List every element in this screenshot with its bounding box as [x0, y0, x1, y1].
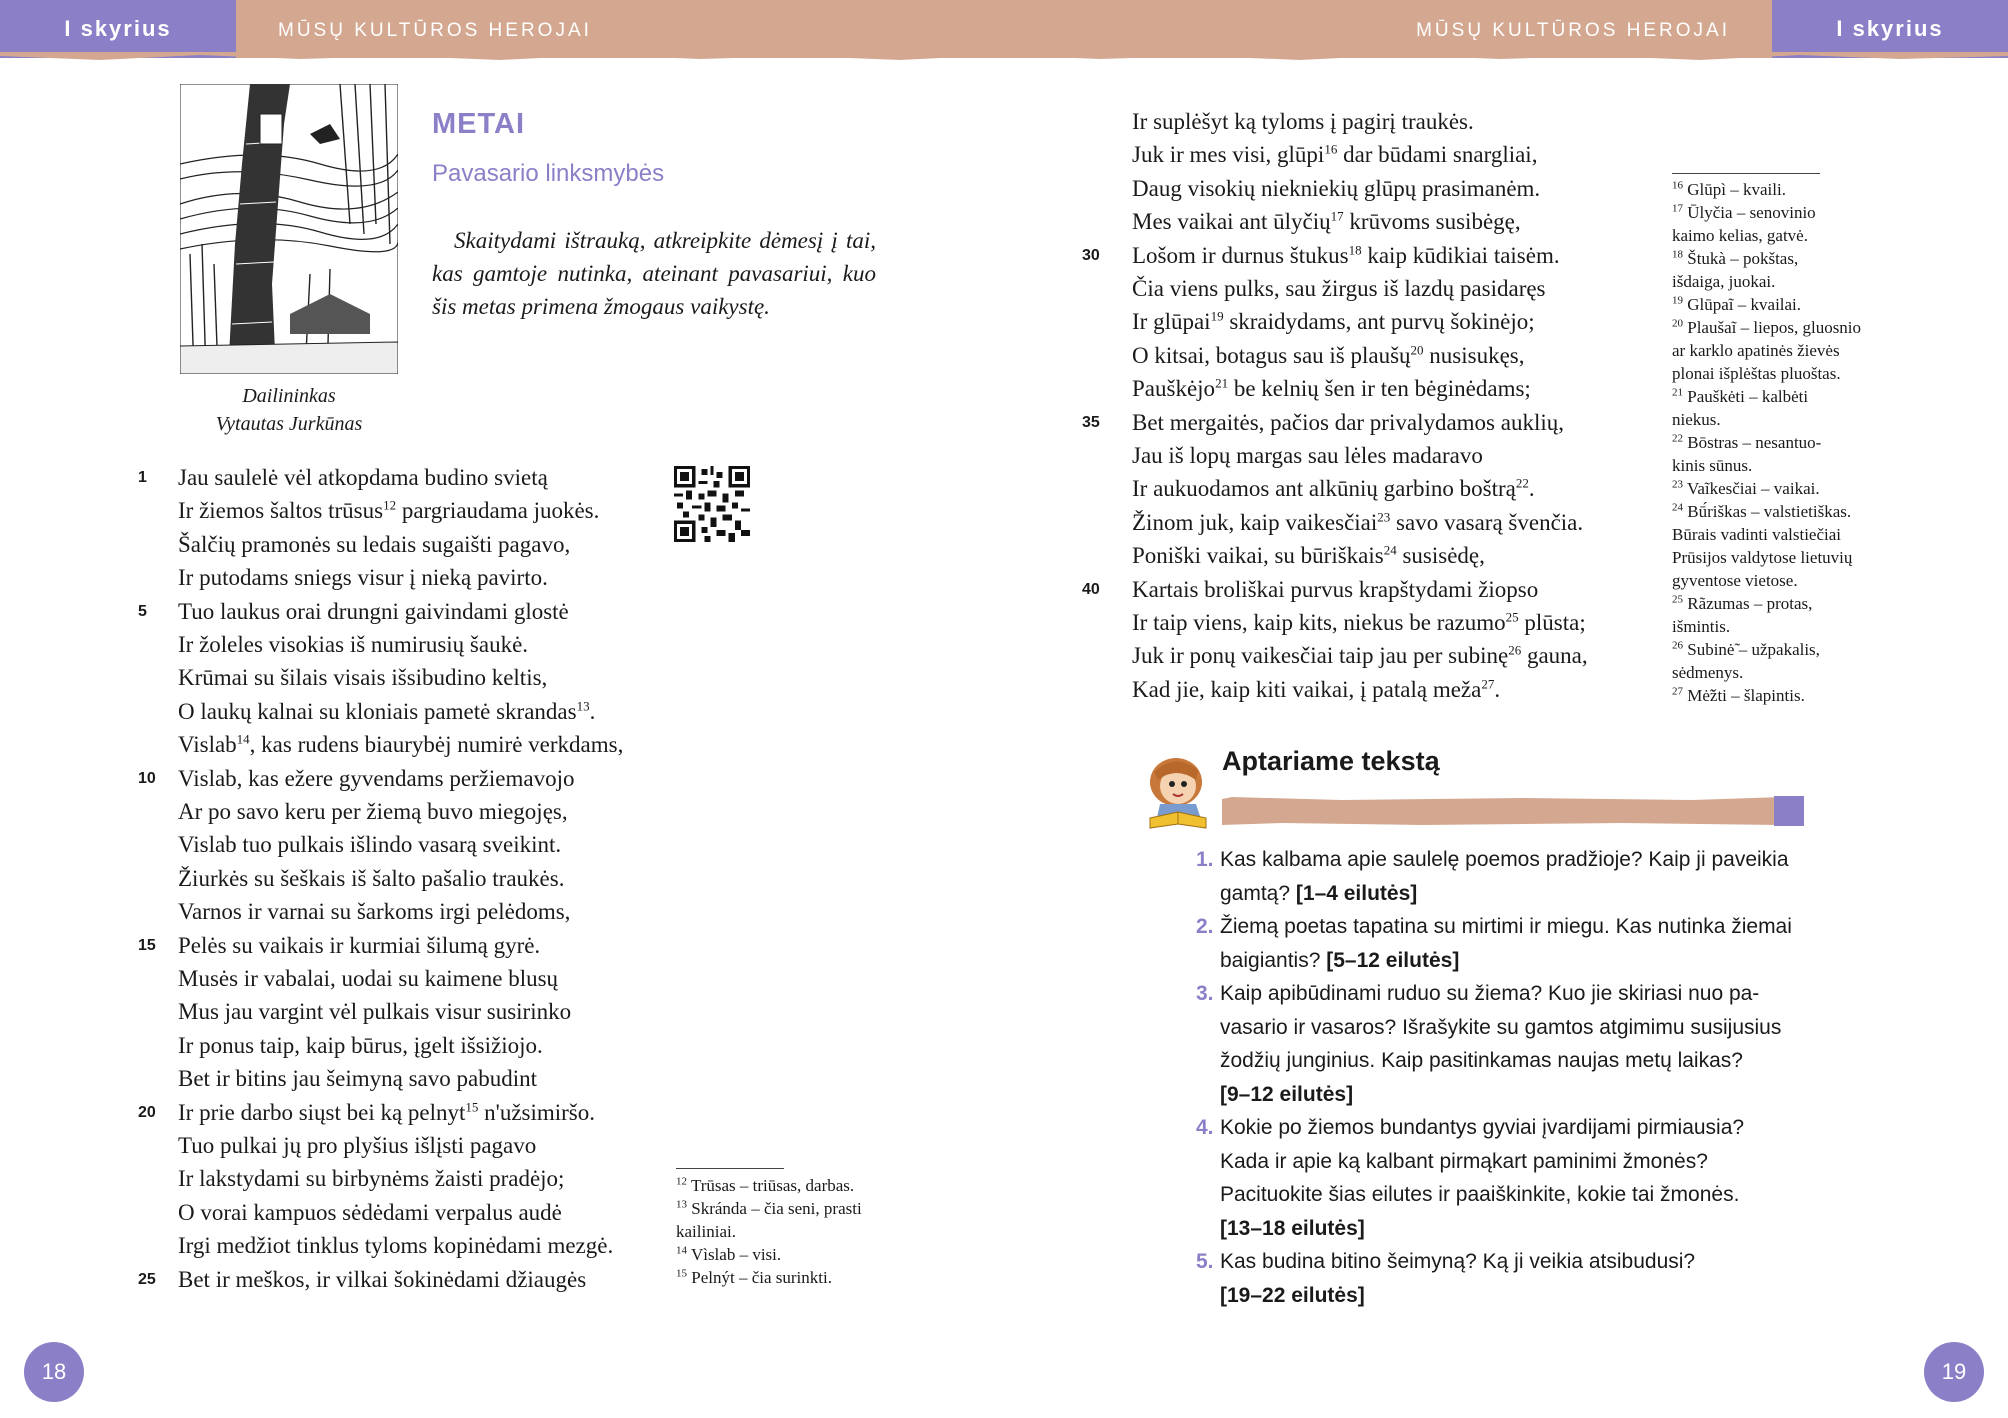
poem-line: Vislab, kas ežere gyvendams peržiemavojo [178, 765, 575, 791]
line-reference: [19–22 eilutės] [1220, 1283, 1365, 1307]
line-reference: [13–18 eilutės] [1220, 1216, 1365, 1240]
question-line: Kas budina bitino šeimyną? Ką ji veikia atsibudusi? [1220, 1250, 1696, 1273]
poem-line: Juk ir mes visi, glūpi$^{16}$ dar būdami snargliai, [1132, 141, 1538, 168]
footnote-line: Prūsijos valdytose lietuvių [1672, 548, 1853, 567]
poem-line: Lošom ir durnus štukus$^{18}$ kaip kūdikiai taisėm. [1132, 241, 1560, 268]
footnote-line: $^{14}$ Vìslab – visi. [676, 1244, 782, 1264]
question-line [1220, 1212, 1820, 1246]
footnote-line: $^{17}$ Ūlyčia – senovinio [1672, 202, 1816, 222]
poem-line: Ir žoleles visokias iš numirusių šaukė. [178, 632, 529, 657]
footnote-ref: 27 [1481, 676, 1495, 692]
question-number: 1. [1196, 848, 1214, 871]
footnote-line: išdaiga, juokai. [1672, 272, 1776, 291]
poem-subtitle: Pavasario linksmybės [432, 160, 665, 187]
reading-girl-icon [1140, 752, 1216, 832]
footnote-ref: 18 [1348, 241, 1362, 257]
line-number: 30 [1082, 246, 1100, 264]
footnote-rule [676, 1168, 784, 1169]
question-line: žodžių junginius. Kaip pasitinkamas naujas metų laikas? [1220, 1049, 1743, 1072]
question-line: Kaip apibūdinami ruduo su žiema? Kuo jie skiriasi nuo pa- [1220, 982, 1760, 1005]
question-line: Kas kalbama apie saulelę poemos pradžioje? Kaip ji paveikia [1220, 848, 1789, 871]
footnote-line: $^{16}$ Glūpì – kvaili. [1672, 179, 1786, 199]
poem-line: Poniški vaikai, su būriškais$^{24}$ susisėdę, [1132, 542, 1485, 569]
caption-line: Dailininkas [242, 385, 336, 407]
footnote-number: 24 [1672, 501, 1683, 514]
footnote-number: 12 [676, 1175, 687, 1188]
footnote-ref: 22 [1515, 475, 1529, 491]
line-number: 5 [138, 602, 147, 620]
poem-line: Jau iš lopų margas sau lėles madaravo [1132, 443, 1483, 468]
footnote-rule [1672, 173, 1820, 174]
question-item [1180, 1245, 1820, 1312]
poem-line: Mus jau vargint vėl pulkais visur susirinko [178, 999, 572, 1025]
page-header [0, 0, 2008, 58]
footnote-line: $^{27}$ Mė̃žti – šlapintis. [1672, 685, 1805, 705]
footnote-number: 21 [1672, 386, 1683, 399]
footnotes-left [676, 1174, 862, 1289]
torn-paper-edge [0, 52, 2008, 62]
line-number: 15 [138, 936, 156, 954]
footnote-ref: 17 [1330, 208, 1344, 224]
question-line: Pacituokite šias eilutes ir paaiškinkite, kokie tai žmonės. [1220, 1183, 1740, 1206]
poem-line: Čia viens pulks, sau žirgus iš lazdų pasidaręs [1132, 276, 1546, 301]
question-number: 5. [1196, 1250, 1214, 1273]
question-line [1220, 1078, 1820, 1112]
footnote-line: išmintis. [1672, 617, 1731, 636]
poem-line: Ir glūpai$^{19}$ skraidydams, ant purvų šokinėjo; [1132, 308, 1535, 335]
poem-line: Pauškėjo$^{21}$ be kelnių šen ir ten bėginėdams; [1132, 375, 1531, 402]
poem-line: Musės ir vabalai, uodai su kaimene blusų [178, 966, 559, 991]
footnotes-right [1672, 178, 1861, 707]
footnote-line: Būrais vadinti valstiečiai [1672, 525, 1842, 544]
footnote-line: plonai išplėštas pluoštas. [1672, 364, 1841, 383]
footnote-ref: 25 [1505, 609, 1519, 625]
footnote-ref: 13 [576, 698, 590, 714]
footnote-line: kaimo kelias, gatvė. [1672, 226, 1808, 245]
footnote-number: 16 [1672, 179, 1683, 192]
question-item [1180, 910, 1820, 977]
section-title-left: MŪSŲ KULTŪROS HEROJAI [278, 20, 592, 41]
footnote-number: 15 [676, 1267, 687, 1280]
question-line: Kokie po žiemos bundantys gyviai įvardijami pirmiausia? [1220, 1116, 1745, 1139]
line-reference: [5–12 eilutės] [1326, 948, 1460, 972]
line-number: 1 [138, 469, 147, 486]
poem-line: Kad jie, kaip kiti vaikai, į patalą meža$^{27}$. [1132, 676, 1501, 702]
poem-line: Varnos ir varnai su šarkoms irgi pelėdoms, [178, 899, 571, 925]
footnote-line: $^{21}$ Pauškėti – kalbėti [1672, 386, 1809, 406]
chapter-tab-left: I skyrius [0, 0, 236, 58]
poem-line: Žinom juk, kaip vaikesčiai$^{23}$ savo vasarą švenčia. [1132, 509, 1584, 535]
poem-line: Ir žiemos šaltos trūsus$^{12}$ pargriaudama juokės. [178, 497, 600, 524]
footnote-ref: 26 [1508, 642, 1522, 658]
poem-line: O vorai kampuos sėdėdami verpalus audė [178, 1199, 562, 1225]
footnote-ref: 19 [1210, 308, 1224, 324]
question-line: Kada ir apie ką kalbant pirmąkart paminimi žmonės? [1220, 1149, 1708, 1173]
question-item [1180, 977, 1820, 1111]
footnote-line: $^{20}$ Plaušaĩ – liepos, gluosnio [1672, 317, 1862, 337]
discussion-questions [1180, 843, 1820, 1312]
line-reference: [1–4 eilutės] [1295, 881, 1418, 905]
footnote-line: $^{22}$ Bōstras – nesantuo- [1672, 432, 1822, 452]
poem-line: Irgi medžiot tinklus tyloms kopinėdami mezgė. [178, 1233, 614, 1259]
question-line: gamtą? [1–4 eilutės] [1220, 881, 1418, 905]
footnote-ref: 16 [1324, 141, 1338, 157]
footnote-line: kinis sūnus. [1672, 456, 1753, 475]
line-reference: [9–12 eilutės] [1220, 1082, 1354, 1106]
poem-line: Šalčių pramonės su ledais sugaišti pagavo, [178, 531, 571, 557]
poem-intro: Skaitydami ištrauką, atkreipkite dėmesį į tai, kas gamtoje nutinka, ateinant pavasariui, kuo šis metas primena žmogaus vaikystę. [432, 228, 876, 319]
question-number: 3. [1196, 982, 1214, 1005]
footnote-ref: 12 [383, 497, 397, 513]
page-number-left: 18 [24, 1342, 84, 1402]
footnote-line: $^{24}$ Bū́riškas – valstietiškas. [1672, 501, 1852, 521]
footnote-ref: 14 [236, 731, 250, 747]
question-line: vasario ir vasaros? Išrašykite su gamtos atgimimu susijusius [1220, 1015, 1782, 1039]
footnote-ref: 23 [1377, 509, 1391, 525]
footnote-line: $^{15}$ Pelnýt – čia surinkti. [676, 1267, 832, 1287]
footnote-line: kailiniai. [676, 1222, 736, 1241]
poem-line: Vislab$^{14}$, kas rudens biaurybėj numirė verkdams, [178, 731, 624, 758]
page-number-right: 19 [1924, 1342, 1984, 1402]
caption-line: Vytautas Jurkūnas [215, 413, 363, 435]
footnote-line: niekus. [1672, 410, 1721, 429]
footnote-ref: 15 [465, 1098, 479, 1114]
question-number: 2. [1196, 915, 1214, 938]
poem-line: Pelės su vaikais ir kurmiai šilumą gyrė. [178, 932, 541, 958]
poem-line: O laukų kalnai su kloniais pametė skrandas$^{13}$. [178, 698, 596, 724]
poem-line: O kitsai, botagus sau iš plaušų$^{20}$ nusisukęs, [1132, 342, 1525, 368]
footnote-number: 25 [1672, 593, 1683, 606]
footnote-line: $^{26}$ Subinė̃ – užpakalis, [1672, 639, 1820, 659]
footnote-line: gyventose vietose. [1672, 571, 1798, 590]
qr-code-icon[interactable] [674, 466, 750, 542]
poem-line: Ir putodams sniegs visur į nieką pavirto. [178, 565, 548, 591]
poem-line: Tuo laukus orai drungni gaivindami glostė [178, 598, 569, 624]
footnote-number: 22 [1672, 432, 1683, 445]
footnote-number: 17 [1672, 202, 1683, 215]
poem-line: Bet ir meškos, ir vilkai šokinėdami džiaugės [178, 1266, 587, 1292]
question-item [1180, 843, 1820, 910]
poem-line: Žiurkės su šeškais iš šalto pašalio traukės. [178, 865, 565, 891]
footnote-line: $^{25}$ Rãzumas – protas, [1672, 593, 1813, 613]
poem-line: Ir aukuodamos ant alkūnių garbino boštrą$^{22}$. [1132, 475, 1535, 502]
question-line [1220, 1279, 1820, 1313]
poem-title: METAI [432, 108, 526, 140]
question-line: Žiemą poetas tapatina su mirtimi ir miegu. Kas nutinka žiemai [1220, 915, 1792, 938]
footnote-ref: 21 [1215, 375, 1229, 391]
footnote-number: 26 [1672, 639, 1683, 652]
chapter-tab-right: I skyrius [1772, 0, 2008, 58]
footnote-number: 18 [1672, 248, 1683, 261]
footnote-line: $^{18}$ Štukà – pokštas, [1672, 248, 1799, 268]
poem-line: Ir taip viens, kaip kits, niekus be razumo$^{25}$ plūsta; [1132, 609, 1586, 635]
poem-line: Ir suplėšyt ką tyloms į pagirį traukės. [1132, 109, 1474, 134]
footnote-number: 19 [1672, 294, 1683, 307]
line-number: 20 [138, 1103, 156, 1121]
poem-line: Juk ir ponų vaikesčiai taip jau per subinę$^{26}$ gauna, [1132, 642, 1588, 669]
question-item [1180, 1111, 1820, 1245]
footnote-line: sėdmenys. [1672, 663, 1744, 682]
discussion-title: Aptariame tekstą [1222, 746, 1440, 776]
poem-line: Daug visokių niekniekių glūpų prasimanėm. [1132, 175, 1541, 201]
question-number: 4. [1196, 1116, 1214, 1139]
footnote-line: $^{13}$ Skránda – čia seni, prasti [676, 1198, 862, 1218]
poem-line: Kartais broliškai purvus krapštydami žiopso [1132, 576, 1539, 602]
poem-line: Vislab tuo pulkais išlindo vasarą sveikint. [178, 832, 562, 858]
footnote-number: 13 [676, 1198, 687, 1211]
poem-line: Tuo pulkai jų pro plyšius išlįsti pagavo [178, 1133, 537, 1158]
footnote-number: 14 [676, 1244, 687, 1257]
line-number: 35 [1082, 413, 1100, 431]
poem-line: Bet mergaitės, pačios dar privalydamos auklių, [1132, 409, 1564, 435]
footnote-number: 23 [1672, 478, 1683, 491]
poem-line: Krūmai su šilais visais išsibudino keltis, [178, 665, 548, 691]
footnote-line: $^{12}$ Trūsas – triūsas, darbas. [676, 1175, 855, 1195]
poem-line: Ir lakstydami su birbynėms žaisti pradėjo; [178, 1166, 565, 1192]
poem-line: Jau saulelė vėl atkopdama budino svietą [178, 465, 548, 490]
woodcut-illustration [180, 84, 398, 374]
poem-line: Mes vaikai ant ūlyčių$^{17}$ krūvoms susibėgę, [1132, 208, 1521, 235]
footnote-line: $^{23}$ Vaĩkesčiai – vaikai. [1672, 478, 1820, 498]
footnote-number: 27 [1672, 685, 1683, 698]
footnote-ref: 20 [1410, 342, 1424, 358]
line-number: 40 [1082, 580, 1100, 598]
footnote-line: ar karklo apatinės žievės [1672, 341, 1840, 360]
footnote-ref: 24 [1383, 542, 1397, 558]
footnote-line: $^{19}$ Glūpaĩ – kvailai. [1672, 294, 1802, 314]
poem-line: Ar po savo keru per žiemą buvo miegojęs, [178, 799, 568, 824]
illustration-caption [170, 382, 408, 438]
question-line: baigiantis? [5–12 eilutės] [1220, 948, 1460, 972]
poem-line: Bet ir bitins jau šeimyną savo pabudint [178, 1066, 538, 1092]
section-title-right: MŪSŲ KULTŪROS HEROJAI [1416, 20, 1730, 41]
line-number: 25 [138, 1270, 156, 1288]
poem-line: Ir ponus taip, kaip būrus, įgelt išsižiojo. [178, 1032, 543, 1058]
poem-line: Ir prie darbo siųst bei ką pelnyt$^{15}$ n'užsimiršo. [178, 1098, 596, 1125]
footnote-number: 20 [1672, 317, 1683, 330]
discussion-title-bar [1222, 796, 1804, 826]
line-number: 10 [138, 769, 156, 787]
